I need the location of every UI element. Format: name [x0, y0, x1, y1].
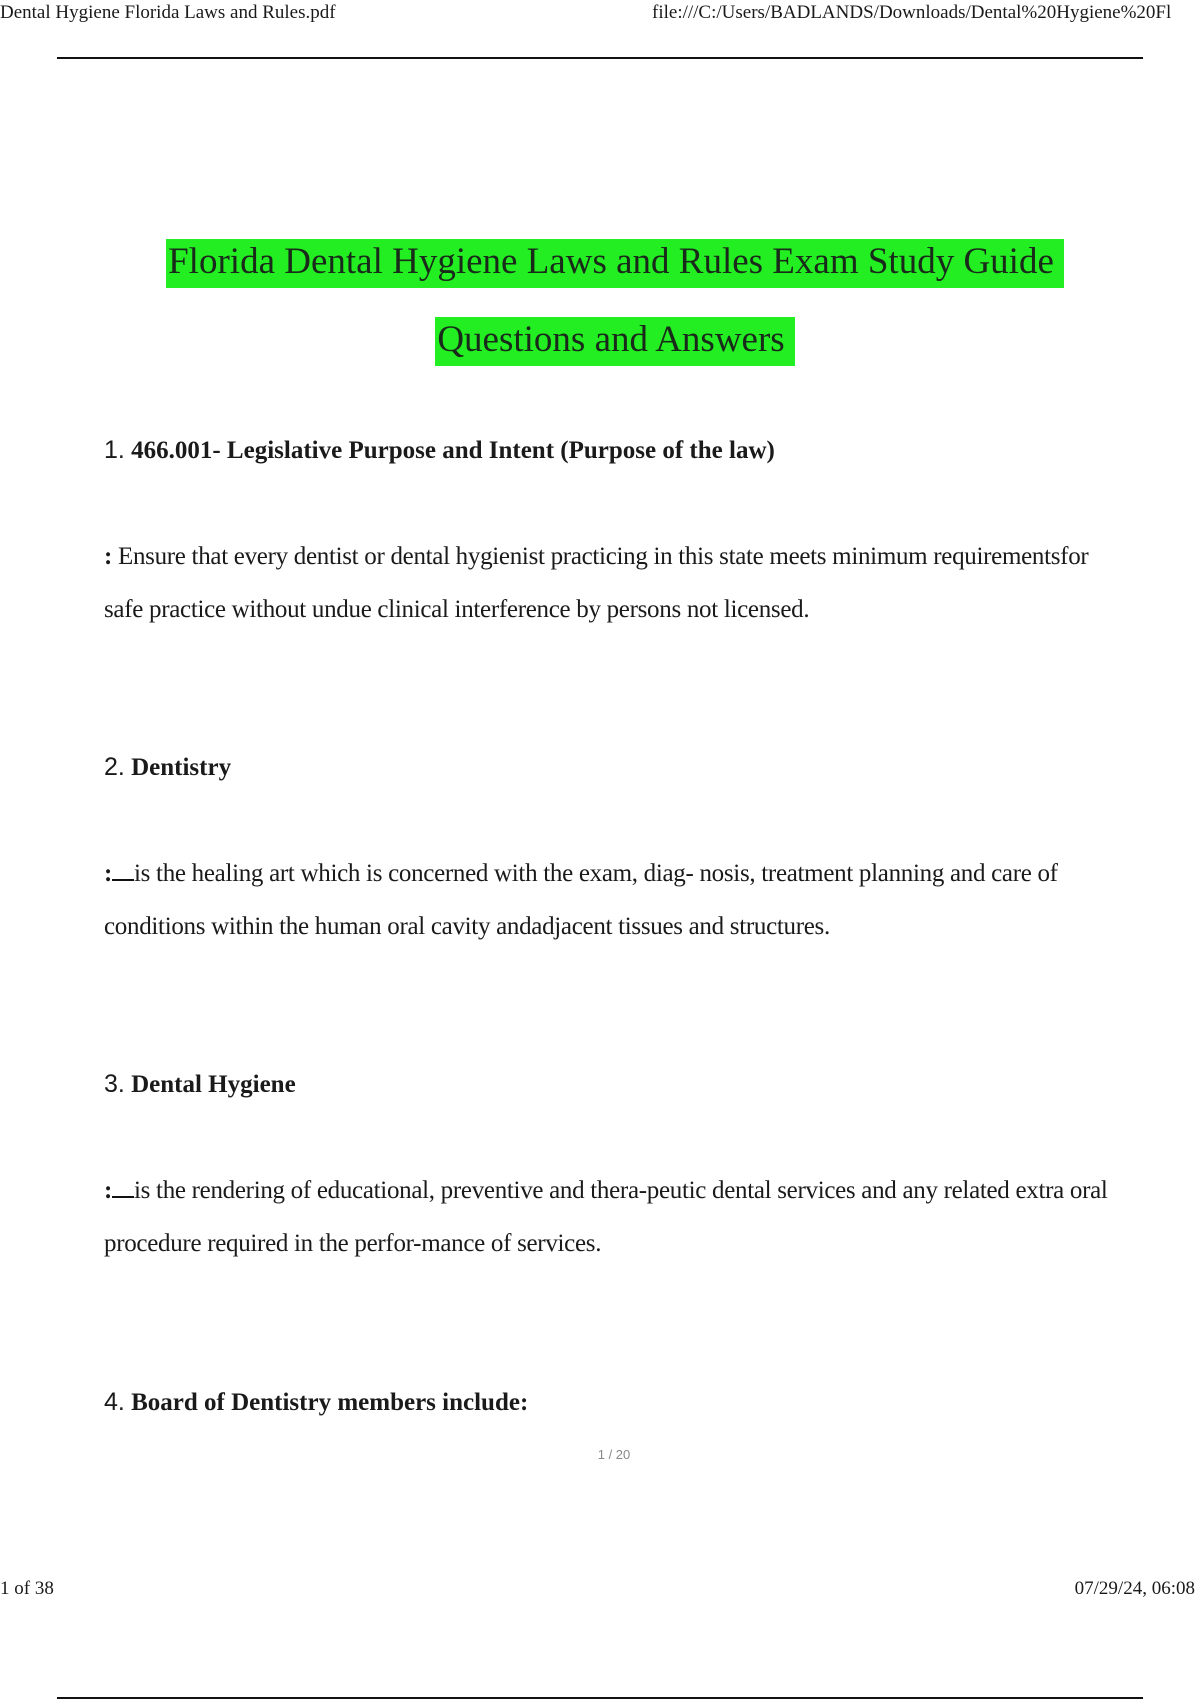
- question-number: 2.: [104, 753, 125, 781]
- question-text: 466.001- Legislative Purpose and Intent (Purpose of the law): [131, 437, 775, 464]
- question-text: Dental Hygiene: [131, 1071, 296, 1098]
- footer-divider: [57, 1697, 1143, 1699]
- question-text: Dentistry: [131, 754, 232, 781]
- print-footer-page: 1 of 38: [0, 1578, 54, 1599]
- answer-colon: :: [104, 860, 113, 887]
- answer-blank-line: [112, 861, 134, 881]
- answer-2: [104, 848, 1124, 953]
- title-line-1: Florida Dental Hygiene Laws and Rules Exam Study Guide: [166, 239, 1064, 288]
- title-line-2: Questions and Answers: [435, 317, 794, 366]
- question-2: [104, 753, 231, 782]
- question-1: [104, 436, 775, 465]
- print-header-title: Dental Hygiene Florida Laws and Rules.pdf: [0, 2, 336, 23]
- answer-colon: :: [104, 1177, 113, 1204]
- answer-3: [104, 1165, 1124, 1270]
- answer-1: [104, 531, 1124, 636]
- document-title: [0, 240, 1200, 283]
- document-subtitle: [0, 318, 1200, 361]
- answer-blank-line: [112, 1178, 134, 1198]
- answer-text: is the healing art which is concerned with the exam, diag- nosis, treatment planning and care of conditions within the human oral cavity andadjacent tissues and structures.: [104, 860, 1058, 940]
- question-number: 4.: [104, 1388, 125, 1416]
- answer-text: is the rendering of educational, preventive and thera-peutic dental services and any related extra oral procedure required in the perfor-mance of services.: [104, 1177, 1108, 1257]
- question-text: Board of Dentistry members include:: [131, 1389, 529, 1416]
- question-number: 3.: [104, 1070, 125, 1098]
- print-header-url: file:///C:/Users/BADLANDS/Downloads/Dental%20Hygiene%20Fl: [652, 2, 1172, 23]
- question-number: 1.: [104, 436, 125, 464]
- answer-colon: :: [104, 543, 113, 570]
- pdf-page-indicator: 1 / 20: [597, 1447, 631, 1462]
- header-divider: [57, 57, 1143, 59]
- question-3: [104, 1070, 296, 1099]
- print-footer-datetime: 07/29/24, 06:08: [1074, 1578, 1195, 1599]
- question-4: [104, 1388, 528, 1417]
- answer-text: Ensure that every dentist or dental hygienist practicing in this state meets minimum requirementsfor safe practice without undue clinical interference by persons not licensed.: [104, 543, 1089, 623]
